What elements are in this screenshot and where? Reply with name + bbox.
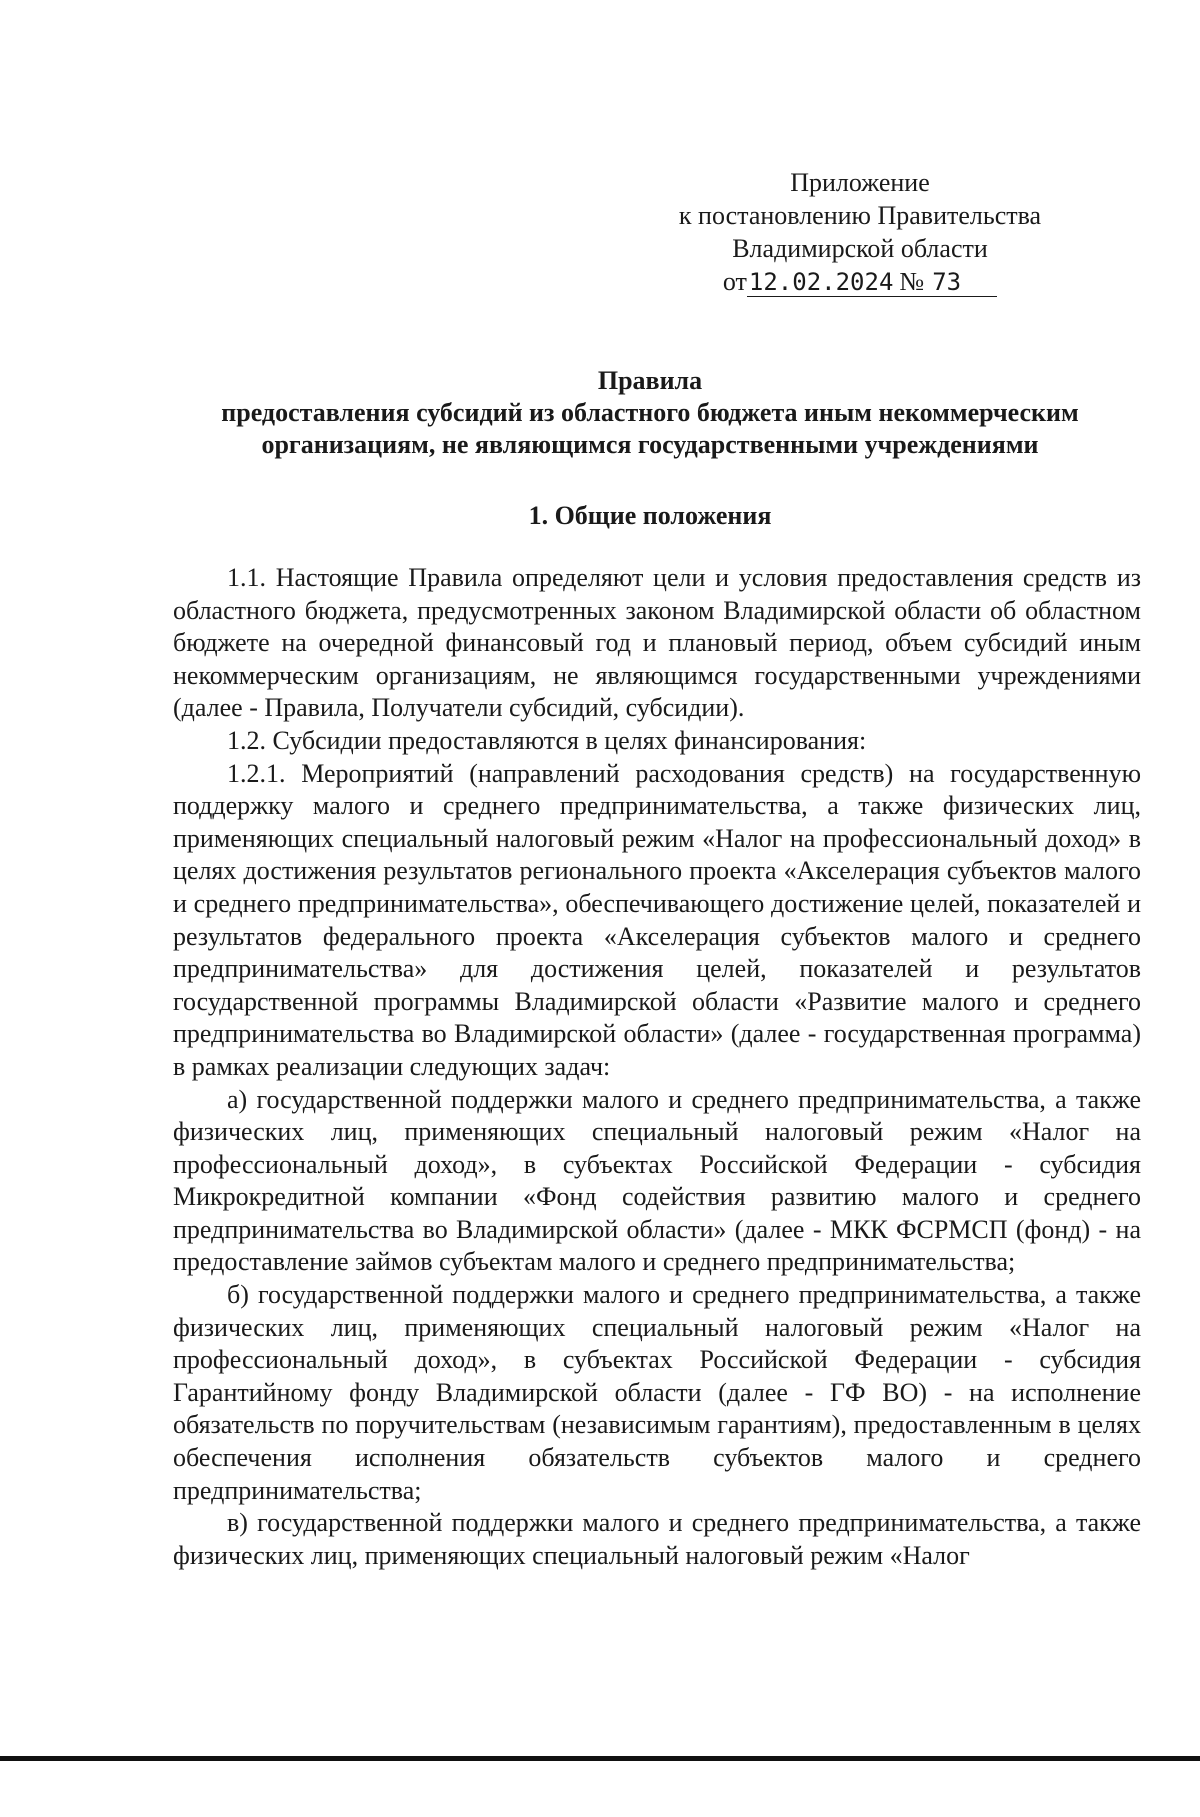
section-body bbox=[173, 562, 1141, 1572]
paragraph-1-2: 1.2. Субсидии предоставляются в целях финансирования: bbox=[227, 725, 867, 755]
appendix-date: 12.02.2024 bbox=[747, 268, 900, 297]
title-line-3: организациям, не являющимся государственными учреждениями bbox=[261, 430, 1039, 459]
paragraph-item-b: б) государственной поддержки малого и среднего предпринимательства, а также физических лиц, применяющих специальный налоговый режим «Налог на профессиональный доход», в субъектах Российской Федерации - субсидия Гарантийному фонду Владимирской области (далее - ГФ ВО) - на исполнение обязательств по поручительствам (независимым гарантиям), предоставленным в целях обеспечения исполнения обязательств субъектов малого и среднего предпринимательства; bbox=[173, 1280, 1141, 1505]
section-heading: 1. Общие положения bbox=[528, 501, 772, 530]
appendix-number-label: № bbox=[899, 267, 925, 296]
bottom-rule bbox=[0, 1756, 1200, 1761]
paragraph-1-2-1: 1.2.1. Мероприятий (направлений расходования средств) на государственную поддержку малого и среднего предпринимательства, а также физических лиц, применяющих специальный налоговый режим «Налог на профессиональный доход» в целях достижения результатов регионального проекта «Акселерация субъектов малого и среднего предпринимательства», обеспечивающего достижение целей, показателей и результатов федерального проекта «Акселерация субъектов малого и среднего предпринимательства» для достижения целей, показателей и результатов государственной программы Владимирской области «Развитие малого и среднего предпринимательства во Владимирской области» (далее - государственная программа) в рамках реализации следующих задач: bbox=[173, 758, 1141, 1081]
appendix-resolution: к постановлению Правительства bbox=[678, 201, 1042, 230]
paragraph-1-1: 1.1. Настоящие Правила определяют цели и условия предоставления средств из областного бюджета, предусмотренных законом Владимирской области об областном бюджете на очередной финансовый год и плановый период, объем субсидий иным некоммерческим организациям, не являющимся государственными учреждениями (далее - Правила, Получатели субсидий, субсидии). bbox=[173, 563, 1141, 723]
title-line-1: Правила bbox=[597, 366, 703, 395]
appendix-title: Приложение bbox=[790, 168, 930, 197]
appendix-region: Владимирской области bbox=[732, 234, 988, 263]
appendix-date-line bbox=[640, 265, 1080, 299]
document-title bbox=[170, 365, 1130, 461]
paragraph-item-c: в) государственной поддержки малого и среднего предпринимательства, а также физических лиц, применяющих специальный налоговый режим «Налог bbox=[173, 1508, 1141, 1570]
appendix-from-label: от bbox=[722, 267, 747, 296]
paragraph-item-a: а) государственной поддержки малого и среднего предпринимательства, а также физических лиц, применяющих специальный налоговый режим «Налог на профессиональный доход», в субъектах Российской Федерации - субсидия Микрокредитной компании «Фонд содействия развитию малого и среднего предпринимательства во Владимирской области» (далее - МКК ФСРМСП (фонд) - на предоставление займов субъектам малого и среднего предпринимательства; bbox=[173, 1084, 1141, 1277]
title-line-2: предоставления субсидий из областного бюджета иным некоммерческим bbox=[221, 398, 1079, 427]
appendix-number: 73 bbox=[924, 268, 997, 297]
appendix-header bbox=[640, 166, 1080, 299]
